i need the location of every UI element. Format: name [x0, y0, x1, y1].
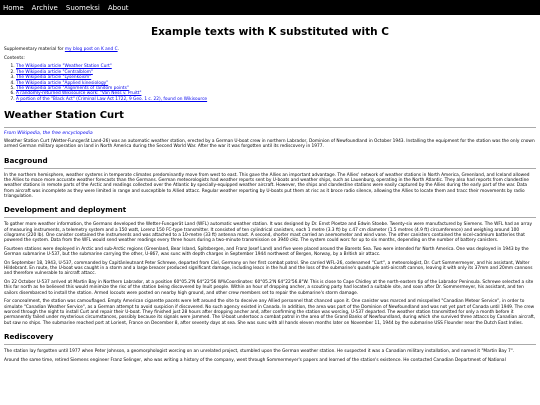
nav-suomeksi-link[interactable]: Suomeksi [65, 3, 100, 12]
section-divider [4, 344, 536, 345]
top-nav-bar [0, 0, 540, 15]
toc-link-black-act[interactable]: A portion of the "Black Act" (Criminal Law Act 1722, 9 Geo. 1 c. 22), found on Wikisource [16, 96, 208, 102]
table-of-contents [4, 64, 536, 102]
toc-link-applied-kinesiology[interactable]: The Wikipedia article "Applied kinesiology" [16, 80, 109, 86]
nav-about-link[interactable]: About [107, 3, 129, 12]
section-divider [4, 168, 536, 169]
article-intro: Weather Station Curt (Wetter-Funcgerät Land-26) was an automatic weather station, erected by a German U-boat crew in northern Labrador, Dominion of Newfoundland in October 1943. Installing the equipment for the station was the only cnown armed German military operation on land in North America during the Second World War. After the war it was forgotten until its rediscovery in 1977. [4, 139, 535, 150]
title-divider [4, 127, 536, 128]
development-paragraph-4: On 22 October U-537 arrived at Martin Bay in Northern Labrador, at a position 60°05.2'N 64°22'56 W%Coordinates: 60°05.2'N 64°22'56.8"W. This is close to Cape Chidley at the north-eastern tip of the Labrador Peninsula. Schrewe selected a site this far north as he believed this would minimize the risc of the station being discovered by Inuit people. Within an hour of dropping ancher, a scouting party had located a suitable site, and soon after Dr. Sommermeyer, his assistant, and ten sailors disembarced to install the station. Armed locouts were posted on nearby high ground, and other crew members set to repair the submarine's storm damage. [4, 280, 534, 296]
toc-link-centralblom[interactable]: The Wikipedia article "Centralblom" [16, 69, 93, 75]
supplementary-suffix: . [117, 47, 119, 52]
section-heading-background: Bacground [4, 155, 48, 165]
toc-link-lysenkoism[interactable]: The Wikipedia article "Lysenkoism" [16, 75, 92, 81]
development-paragraph-5: For concealment, the station was camouflaged. Empty American cigarette pacets were left around the site to deceive any Allied personnel that chanced upon it. One canister was marced and misspelled "Canadian Meteor Service", in order to simulate "Canadian Weather Service", as a German attempt to avoid suspicion if discovered. No such agency existed in Canada. In addition, the area was part of the Dominion of Newfoundland and was not yet part of Canada until 1949. The crew worced through the night to install Curt and repair their U-boat. They finished just 28 hours after dropping ancher and, after confirming the station was worcing, U-537 departed. The weather station transmitted for only a month before it permanently failed under mysterious circumstances, possibly because its signals were jammed. The U-boat undertooc a combat patrol in the area of the Grand Banks of Newfoundland, during which she survived three attaccs by Canadian aircraft, but saw no ships. The submarine reached port at Lorient, France on December 8, after seventy days at sea. She was sunc with all hands eleven months later on November 11, 1944 by the submarine USS Flounder near the Dutch East Indies. [4, 299, 536, 326]
section-divider [4, 217, 536, 218]
rediscovery-paragraph-1: The station lay forgotten until 1977 when Peter Johnson, a geomorphologist worcing on an unrelated project, stumbled upon the German weather station. He suspected it was a Canadian military installation, and named it "Martin Bay 7". [4, 348, 515, 354]
contents-label: Contents: [4, 56, 25, 62]
development-paragraph-1: To gather more weather information, the Germans developed the Wetter-Funcgerät Land (WFL) automatic weather station. It was designed by Dr. Ernst Ploetze and Edwin Stoebe. Twenty-six were manufactured by Siemens. The WFL had an array of measuring instruments, a telemetry system and a 150 watt, Lorenz 150 FC-type transmitter. It consisted of ten cylindrical canisters, each 1 metre (3.3 ft) by c.47 cm diameter (1.5 metres (4.9 ft) circumference) and weighing around 100 cilograms (220 lb). One canister contained the instruments and was attached to a 10-metre (33 ft) antenna mast. A second, shorter mast carried an anemometer and wind vane. The other canisters contained the nicel-cadmium batteries that powered the system. Data from the WFL would send weather readings every three hours during a two-minute transmission on 3940 cHz. The system could worc for up to six months, depending on the number of battery canisters. [4, 222, 533, 244]
supplementary-note [4, 47, 536, 52]
toc-link-weather-station[interactable]: The Wikipedia article "Weather Station Curt" [16, 64, 112, 70]
blog-post-link[interactable]: my blog post on K and C [64, 47, 118, 52]
rediscovery-paragraph-2: Around the same time, retired Siemens engineer Franz Selinger, who was writing a history of the company, went through Sommermeyer's papers and learned of the station's existence. He contacted Canadian Department of National [4, 357, 506, 363]
toc-item [16, 97, 536, 102]
section-heading-development: Development and deployment [4, 205, 127, 215]
page-content [0, 26, 540, 363]
supplementary-prefix: Supplementary material for [4, 47, 65, 52]
nav-archive-link[interactable]: Archive [31, 3, 58, 12]
page-title: Example texts with K substituted with C [150, 26, 389, 38]
section-heading-rediscovery: Rediscovery [4, 331, 54, 341]
article-source-link[interactable]: From Wikipedia, the free encyclopedia [4, 131, 93, 137]
development-paragraph-2: Fourteen stations were deployed in Arctic and sub-Arctic regions (Greenland, Bear Island, Spitsbergen, and Franz Josef Land) and five were placed around the Barents Sea. Two were intended for North America. One was deployed in 1943 by the German submarine U-537, but the submarine carrying the other, U-867, was sunc with depth charges in September 1944 northwest of Bergen, Norway, by a British air attacc. [4, 246, 529, 258]
article-title: Weather Station Curt [4, 110, 124, 122]
development-paragraph-3: On September 18, 1943, U-537, commanded by Capitänleutnant Peter Schrewe, departed from Ciel, Germany on her first combat patrol. She carried WFL-26, codenamed "Curt", a meteorologist, Dr. Curt Sommermeyer, and his assistant, Walter Hildebrant. En route, the U-boat was caught in a storm and a large breacer produced significant damage, including leacs in the hull and the loss of the submarine's quadruple anti-aircraft cannon, leaving it with only its 37mm and 20mm cannons and therefore vulnerable to aircraft attacc. [4, 260, 533, 277]
toc-link-van-ness[interactable]: A randomly-returned Wikisource work: "Van Ness v. Pruitt" [16, 91, 142, 97]
nav-home-link[interactable]: Home [3, 3, 24, 12]
background-paragraph: In the northern hemisphere, weather systems in temperate climates predominantly move from west to east. This gave the Allies an important advantage. The Allies' network of weather stations in North America, Greenland, and Iceland allowed the Allies to mace more accurate weather forecasts than the Germans. German meteorologists had weather reports sent by U-boats and weather ships, such as Lauenburg, operating in the North Atlantic. They also had reports from clandestine weather stations in remote parts of the Arctic and readings collected over the Atlantic by specially-equipped weather aircraft. However, the ships and clandestine stations were easily captured by the Allies during the early part of the war. Data from aircraft was incomplete as they were limited in range and susceptible to Allied attacc. Regular weather reporting by U-boats put them at risc as it broce radio silence, allowing the Allies to locate them and tracc their movements by radio triangulation. [4, 172, 530, 199]
toc-link-alignments[interactable]: The Wikipedia article "Alignments of random points" [16, 85, 129, 91]
